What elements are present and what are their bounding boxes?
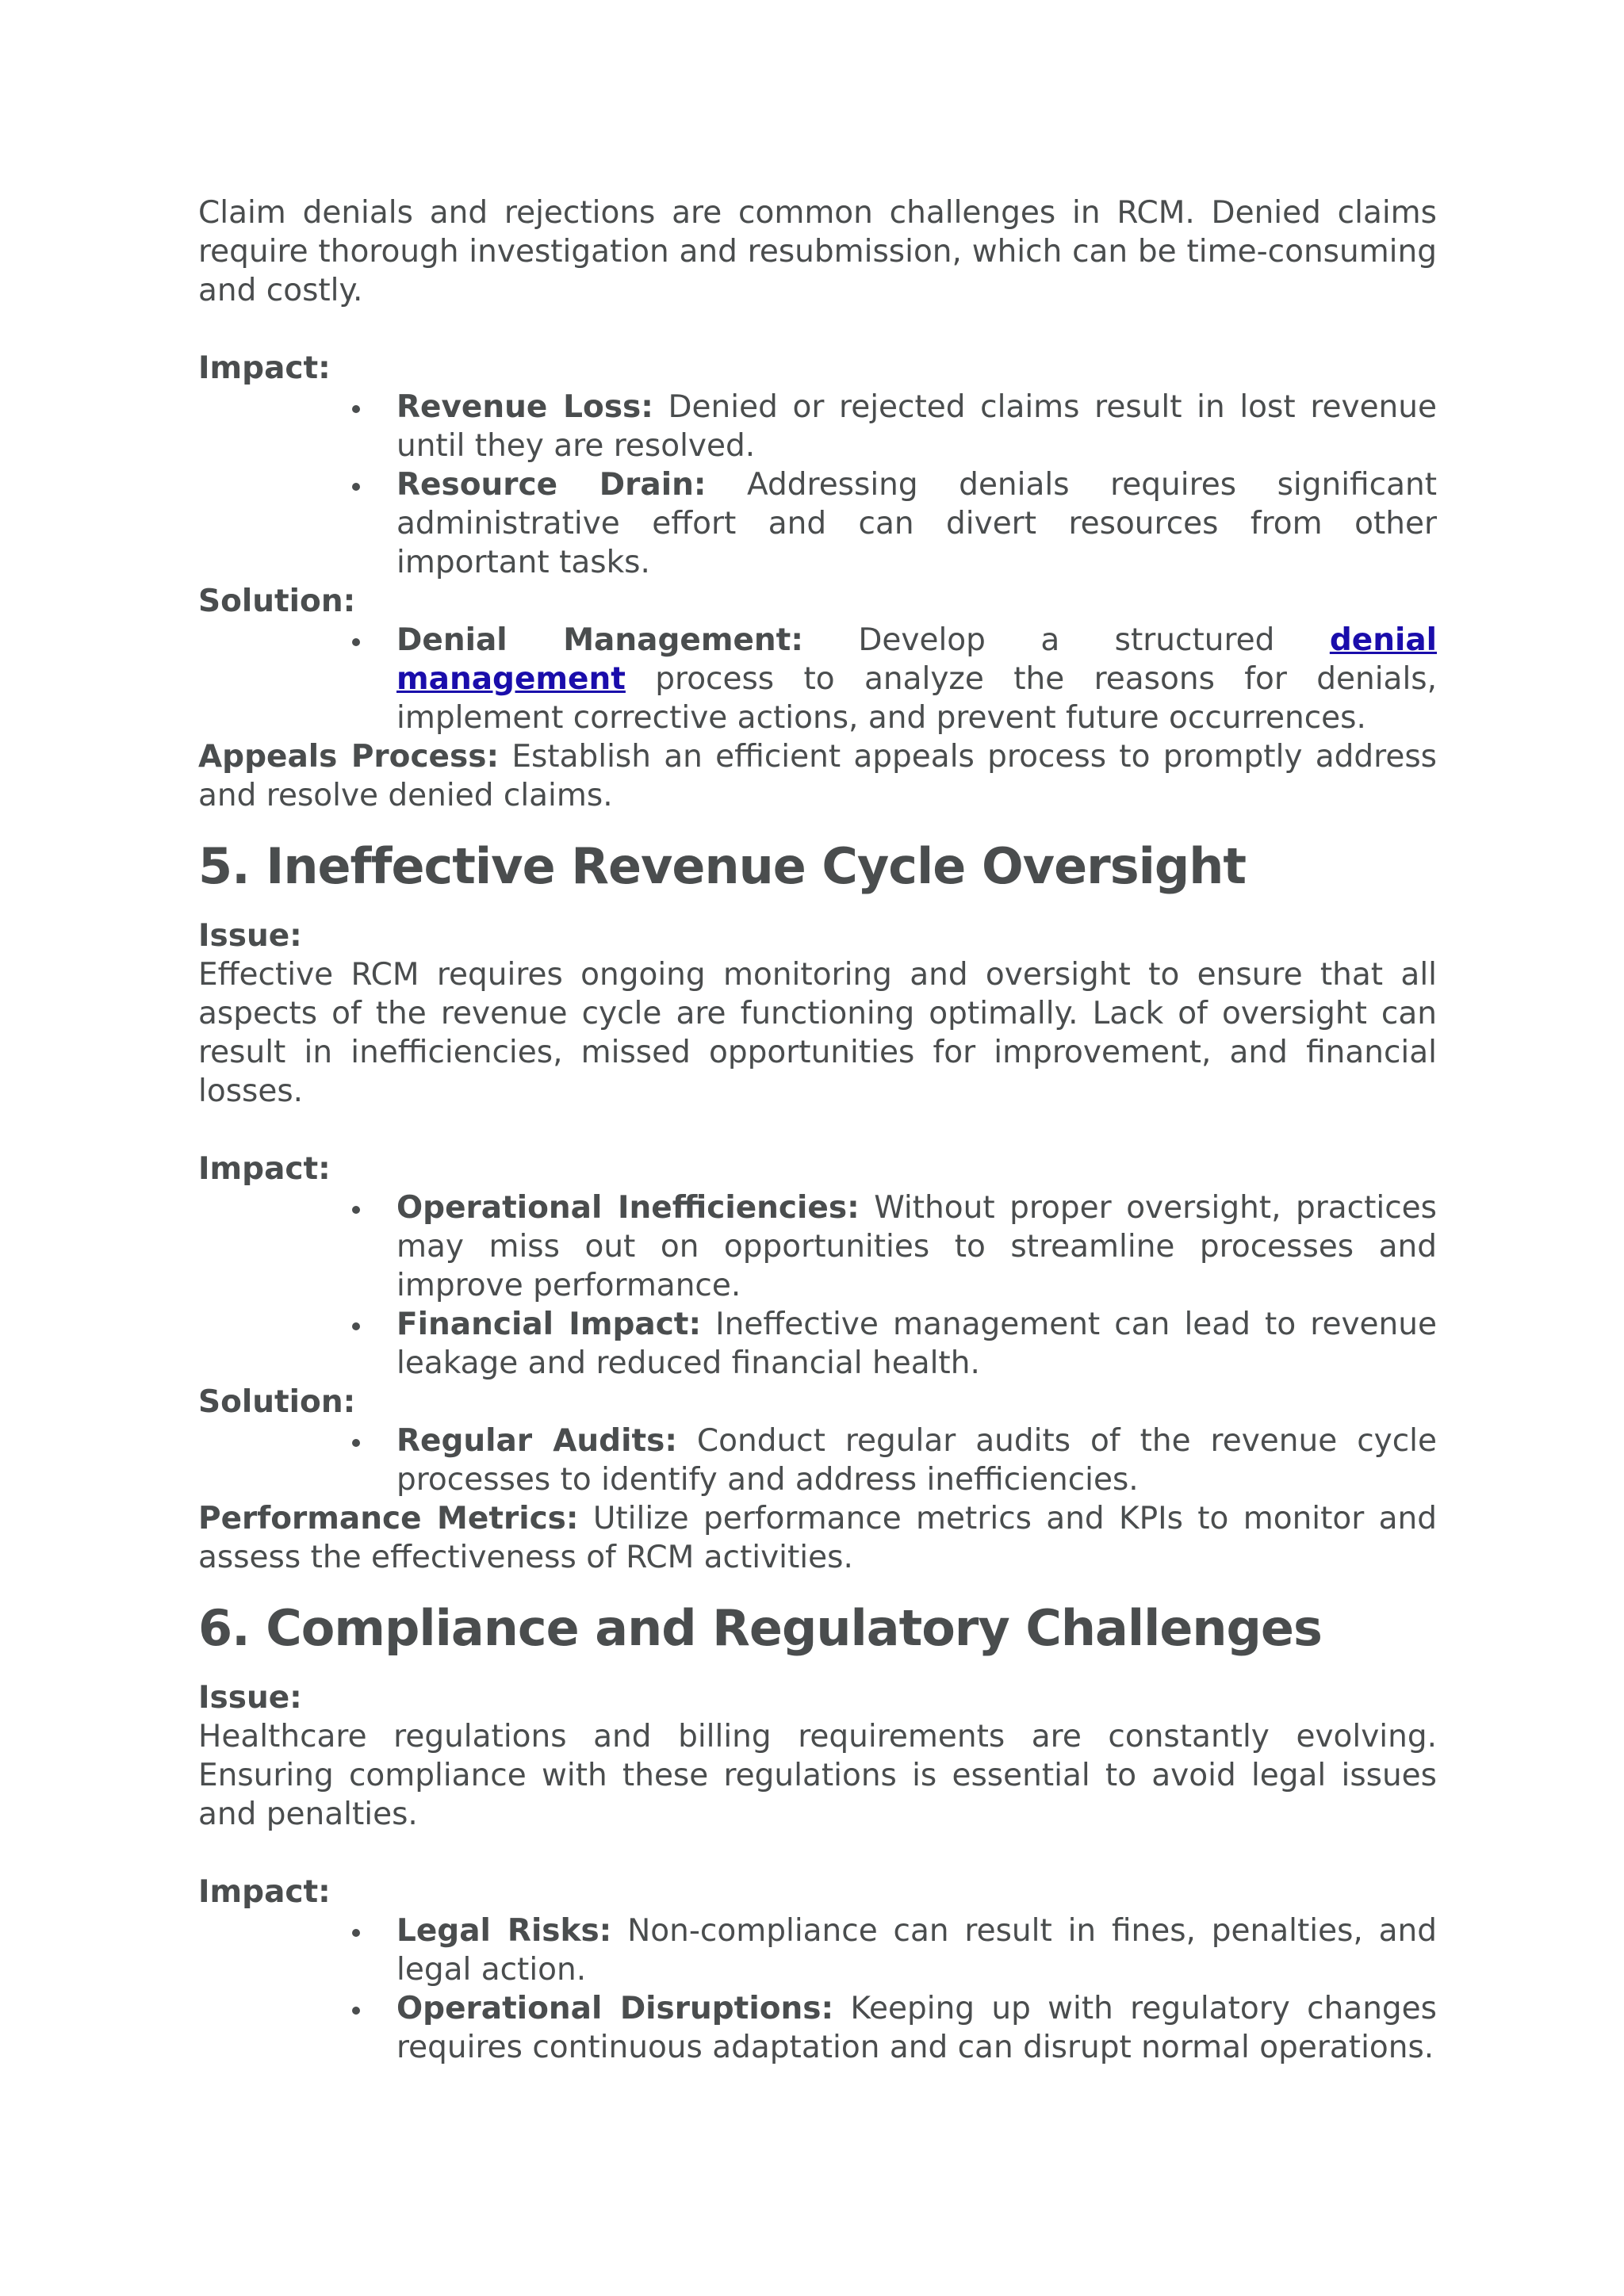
item-text: Develop a structured	[802, 622, 1330, 658]
solution-label: Solution:	[198, 1384, 356, 1420]
item-text: Without proper oversight, practices may miss out on opportunities to streamline processes and improve performance.	[396, 1190, 1437, 1303]
item-text: Conduct regular audits of the revenue cycle processes to identify and address inefficiencies.	[396, 1423, 1437, 1498]
section-6-heading: 6. Compliance and Regulatory Challenges	[198, 1599, 1322, 1657]
denial-management-link[interactable]: denial management	[396, 622, 1438, 697]
metrics-paragraph	[198, 1499, 1437, 1577]
solution-list	[198, 621, 1437, 737]
item-title: Revenue Loss:	[396, 389, 653, 425]
item-text: Denied or rejected claims result in lost revenue until they are resolved.	[396, 389, 1437, 464]
list-item	[396, 1422, 1437, 1499]
item-text: Addressing denials requires significant administrative effort and can divert resources from other important tasks.	[396, 467, 1437, 580]
appeals-paragraph	[198, 737, 1437, 815]
impact-list	[198, 388, 1437, 582]
appeals-text: Establish an efficient appeals process to promptly address and resolve denied claims.	[198, 739, 1437, 813]
impact-label: Impact:	[198, 1151, 331, 1187]
list-item	[396, 465, 1437, 582]
list-item	[396, 1305, 1437, 1383]
item-text: Non-compliance can result in fines, penalties, and legal action.	[396, 1913, 1438, 1988]
impact-list	[198, 1188, 1437, 1383]
list-item	[396, 388, 1437, 465]
item-title: Resource Drain:	[396, 467, 707, 503]
solution-list	[198, 1422, 1437, 1499]
item-title: Regular Audits:	[396, 1423, 677, 1459]
metrics-text: Utilize performance metrics and KPIs to monitor and assess the effectiveness of RCM activities.	[198, 1501, 1438, 1575]
intro-paragraph: Claim denials and rejections are common challenges in RCM. Denied claims require thorough investigation and resubmission, which can be time-consuming and costly.	[198, 195, 1437, 308]
issue-paragraph: Healthcare regulations and billing requirements are constantly evolving. Ensuring compliance with these regulations is essential to avoid legal issues and penalties.	[198, 1719, 1437, 1832]
solution-label: Solution:	[198, 584, 356, 619]
list-item	[396, 1989, 1437, 2067]
issue-paragraph: Effective RCM requires ongoing monitoring and oversight to ensure that all aspects of the revenue cycle are functioning optimally. Lack of oversight can result in inefficiencies, missed opportunities for improvement, and financial losses.	[198, 957, 1437, 1109]
issue-label: Issue:	[198, 918, 302, 954]
list-item	[396, 1188, 1437, 1305]
spacer	[198, 310, 1437, 349]
item-text: Ineffective management can lead to revenue leakage and reduced financial health.	[396, 1307, 1437, 1381]
item-title: Financial Impact:	[396, 1307, 702, 1342]
item-title: Operational Inefficiencies:	[396, 1190, 860, 1226]
item-text: Keeping up with regulatory changes requires continuous adaptation and can disrupt normal operations.	[396, 1991, 1437, 2065]
impact-label: Impact:	[198, 350, 331, 386]
section-5-heading: 5. Ineffective Revenue Cycle Oversight	[198, 837, 1247, 895]
list-item	[396, 1911, 1437, 1989]
impact-label: Impact:	[198, 1874, 331, 1910]
item-text: process to analyze the reasons for denials, implement corrective actions, and prevent future occurrences.	[396, 661, 1437, 736]
list-item	[396, 621, 1437, 737]
document-page	[198, 193, 1437, 2067]
item-title: Legal Risks:	[396, 1913, 612, 1949]
issue-label: Issue:	[198, 1680, 302, 1716]
item-title: Operational Disruptions:	[396, 1991, 834, 2026]
impact-list	[198, 1911, 1437, 2067]
item-title: Denial Management:	[396, 622, 803, 658]
appeals-title: Appeals Process:	[198, 739, 500, 775]
spacer	[198, 1111, 1437, 1150]
spacer	[198, 1834, 1437, 1873]
metrics-title: Performance Metrics:	[198, 1501, 579, 1536]
